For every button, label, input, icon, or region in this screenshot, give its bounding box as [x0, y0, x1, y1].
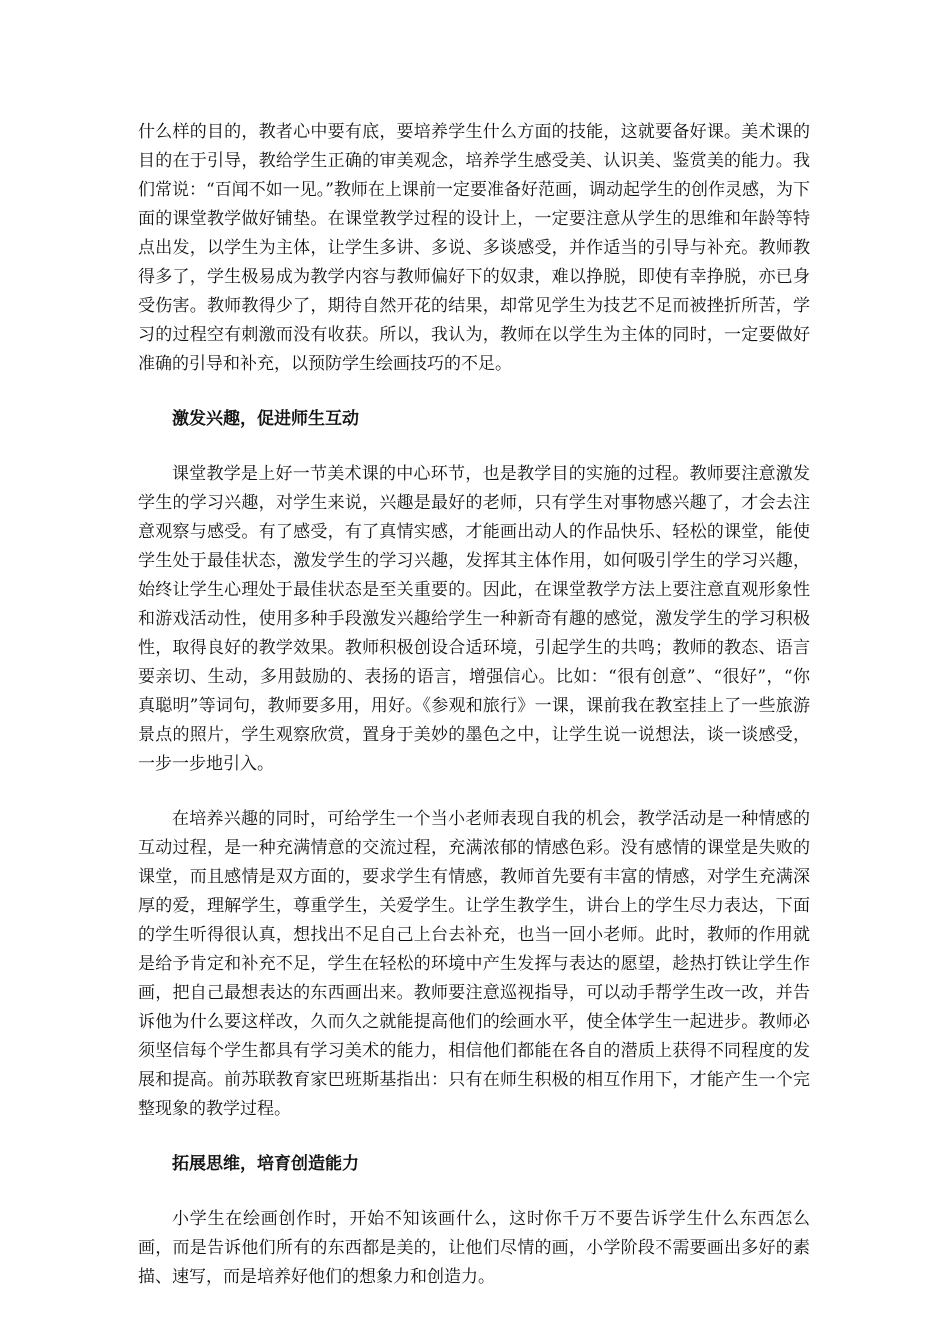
- paragraph-student-teacher: 在培养兴趣的同时，可给学生一个当小老师表现自我的机会，教学活动是一种情感的互动过程，是一种充满情意的交流过程，充满浓郁的情感色彩。没有感情的课堂是失败的课堂，而且感情是双方面的，要求学生有情感，教师首先要有丰富的情感，对学生充满深厚的爱，理解学生，尊重学生，关爱学生。让学生教学生，讲台上的学生尽力表达，下面的学生听得很认真，想找出不足自己上台去补充，也当一回小老师。此时，教师的作用就是给予肯定和补充不足，学生在轻松的环境中产生发挥与表达的愿望，趁热打铁让学生作画，把自己最想表达的东西画出来。教师要注意巡视指导，可以动手帮学生改一改，并告诉他为什么要这样改，久而久之就能提高他们的绘画水平，使全体学生一起进步。教师必须坚信每个学生都具有学习美术的能力，相信他们都能在各自的潜质上获得不同程度的发展和提高。前苏联教育家巴班斯基指出：只有在师生积极的相互作用下，才能产生一个完整现象的教学过程。: [138, 809, 810, 1119]
- section-heading-interest: 激发兴趣，促进师生互动: [172, 409, 359, 429]
- paragraph-teaching-goal: 什么样的目的，教者心中要有底，要培养学生什么方面的技能，这就要备好课。美术课的目的在于引导，教给学生正确的审美观念，培养学生感受美、认识美、鉴赏美的能力。我们常说：“百闻不如一见。”教师在上课前一定要准备好范画，调动起学生的创作灵感，为下面的课堂教学做好铺垫。在课堂教学过程的设计上，一定要注意从学生的思维和年龄等特点出发，以学生为主体，让学生多讲、多说、多谈感受，并作适当的引导与补充。教师教得多了，学生极易成为教学内容与教师偏好下的奴隶，难以挣脱，即使有幸挣脱，亦已身受伤害。教师教得少了，期待自然开花的结果，却常见学生为技艺不足而被挫折所苦，学习的过程空有刺激而没有收获。所以，我认为，教师在以学生为主体的同时，一定要做好准确的引导和补充，以预防学生绘画技巧的不足。: [138, 122, 810, 374]
- document-body: [138, 118, 810, 1292]
- paragraph-classroom-teaching: 课堂教学是上好一节美术课的中心环节，也是教学目的实施的过程。教师要注意激发学生的学习兴趣，对学生来说，兴趣是最好的老师，只有学生对事物感兴趣了，才会去注意观察与感受。有了感受，有了真情实感，才能画出动人的作品快乐、轻松的课堂，能使学生处于最佳状态，激发学生的学习兴趣，发挥其主体作用，如何吸引学生的学习兴趣，始终让学生心理处于最佳状态是至关重要的。因此，在课堂教学方法上要注意直观形象性和游戏活动性，使用多种手段激发兴趣给学生一种新奇有趣的感觉，激发学生的学习积极性，取得良好的教学效果。教师积极创设合适环境，引起学生的共鸣；教师的教态、语言要亲切、生动，多用鼓励的、表扬的语言，增强信心。比如：“很有创意”、“很好”，“你真聪明”等词句，教师要多用，用好。《参观和旅行》一课，课前我在教室挂上了一些旅游景点的照片，学生观察欣赏，置身于美妙的墨色之中，让学生说一说想法，谈一谈感受，一步一步地引入。: [138, 464, 810, 774]
- section-heading-creativity: 拓展思维，培育创造能力: [172, 1154, 359, 1174]
- paragraph-creative-drawing: 小学生在绘画创作时，开始不知该画什么，这时你千万不要告诉学生什么东西怎么画，而是告诉他们所有的东西都是美的，让他们尽情的画，小学阶段不需要画出多好的素描、速写，而是培养好他们的想象力和创造力。: [138, 1209, 810, 1287]
